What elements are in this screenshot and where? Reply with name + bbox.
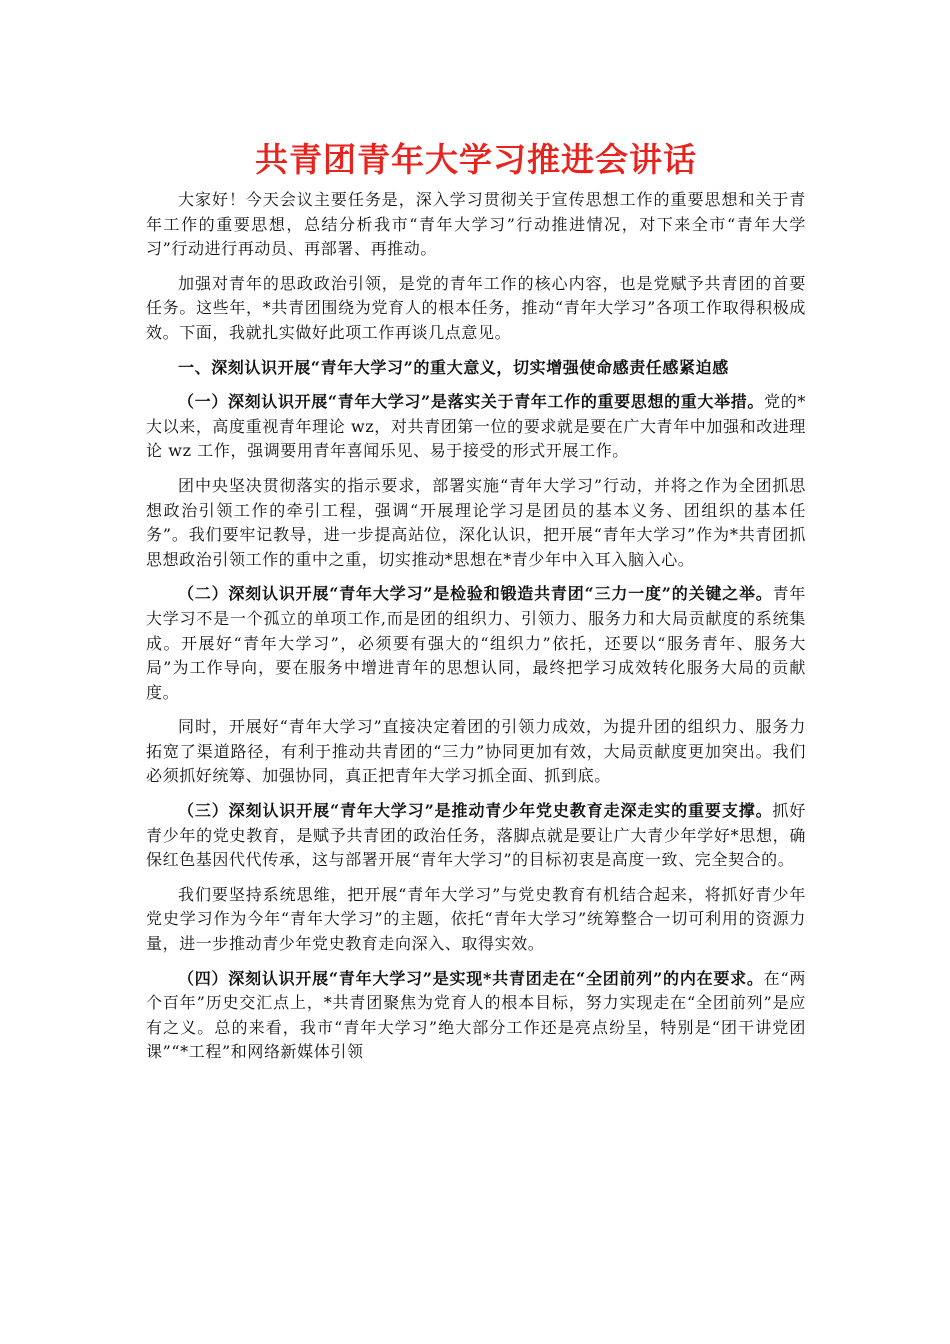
paragraph-text: 抓好青少年的党史教育，是赋予共青团的政治任务，落脚点就是要让广大青少年学好*思想，确保红色基因代代传承，这与部署开展“青年大学习”的目标初衷是高度一致、完全契合的。 [146,801,806,870]
paragraph-lead: （一）深刻认识开展“青年大学习”是落实关于青年工作的重要思想的重大举措。 [178,392,765,412]
paragraph-lead: （三）深刻认识开展“青年大学习”是推动青少年党史教育走深走实的重要支撑。 [178,801,773,821]
section-heading-1 [146,356,806,381]
paragraph-text: 我们要坚持系统思维，把开展“青年大学习”与党史教育有机结合起来，将抓好青少年党史学习作为今年“青年大学习”的主题，依托“青年大学习”统筹整合一切可利用的资源力量，进一步推动青少年党史教育走向深入、取得实效。 [146,884,806,954]
paragraph-greeting [146,188,806,262]
paragraph-lead: （二）深刻认识开展“青年大学习”是检验和锻造共青团“三力一度”的关键之举。 [178,584,773,604]
paragraph-lead: （四）深刻认识开展“青年大学习”是实现*共青团走在“全团前列”的内在要求。 [178,968,764,988]
paragraph-text: 在“两个百年”历史交汇点上，*共青团聚焦为党育人的根本目标，努力实现走在“全团前列”是应有之义。总的来看，我市“青年大学习”绝大部分工作还是亮点纷呈，特别是“团干讲党团课”“*工程”和网络新媒体引领 [146,968,806,1062]
paragraph-text: 团中央坚决贯彻落实的指示要求，部署实施“青年大学习”行动，并将之作为全团抓思想政治引领工作的牵引工程，强调“开展理论学习是团员的基本义务、团组织的基本任务”。我们要牢记教导，进一步提高站位，深化认识，把开展“青年大学习”作为*共青团抓思想政治引领工作的重中之重，切实推动*思想在*青少年中入耳入脑入心。 [146,475,806,569]
paragraph-point-3 [146,799,806,873]
paragraph-text: 青年大学习不是一个孤立的单项工作,而是团的组织力、引领力、服务力和大局贡献度的系统集成。开展好“青年大学习”，必须要有强大的“组织力”依托，还要以“服务青年、服务大局”为工作导向，要在服务中增进青年的思想认同，最终把学习成效转化服务大局的贡献度。 [146,584,806,702]
paragraph-intro [146,272,806,346]
section-heading-text: 一、深刻认识开展“青年大学习”的重大意义，切实增强使命感责任感紧迫感 [178,357,729,377]
paragraph-text: 同时，开展好“青年大学习”直接决定着团的引领力成效，为提升团的组织力、服务力拓宽了渠道路径，有利于推动共青团的“三力”协同更加有效，大局贡献度更加突出。我们必须抓好统筹、加强协同，真正把青年大学习抓全面、抓到底。 [146,717,806,786]
paragraph-point-1 [146,390,806,464]
document-page [146,130,806,1075]
paragraph-text: 党的*大以来，高度重视青年理论 wz，对共青团第一位的要求就是要在广大青年中加强和改进理论 wz 工作，强调要用青年喜闻乐见、易于接受的形式开展工作。 [146,392,806,461]
paragraph-text: 大家好！今天会议主要任务是，深入学习贯彻关于宣传思想工作的重要思想和关于青年工作的重要思想，总结分析我市“青年大学习”行动推进情况，对下来全市“青年大学习”行动进行再动员、再部署、再推动。 [146,190,806,259]
document-title: 共青团青年大学习推进会讲话 [255,140,697,179]
paragraph-body [146,883,806,957]
paragraph-point-2 [146,582,806,705]
paragraph-text: 加强对青年的思政政治引领，是党的青年工作的核心内容，也是党赋予共青团的首要任务。这些年，*共青团围绕为党育人的根本任务，推动“青年大学习”各项工作取得积极成效。下面，我就扎实做好此项工作再谈几点意见。 [146,273,806,342]
paragraph-point-4 [146,967,806,1065]
paragraph-body [146,474,806,572]
paragraph-body [146,715,806,789]
